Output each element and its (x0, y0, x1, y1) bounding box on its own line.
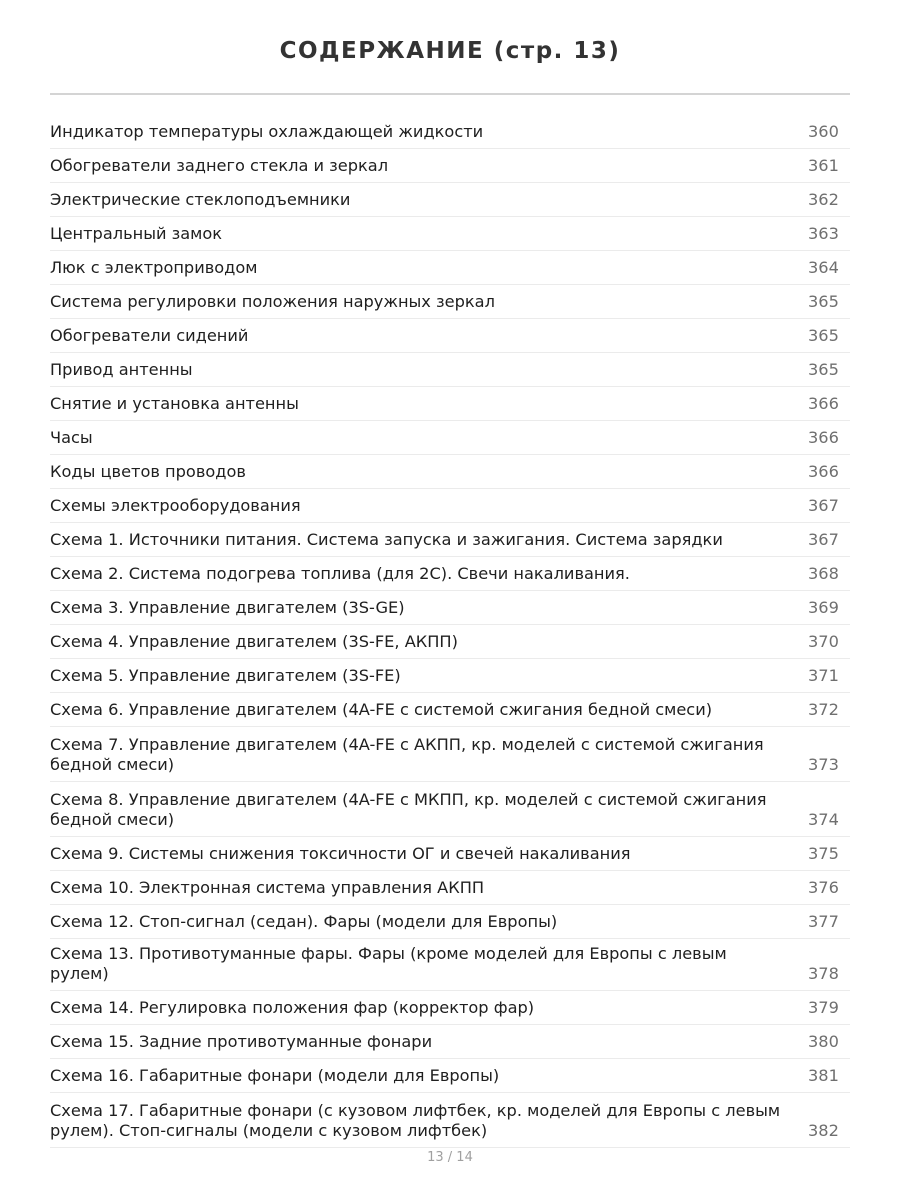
page-indicator: 13 / 14 (427, 1150, 473, 1165)
toc-page-number: 361 (808, 156, 839, 175)
toc-entry-label: Схема 3. Управление двигателем (3S-GE) (50, 598, 405, 617)
toc-entry-label: Обогреватели заднего стекла и зеркал (50, 156, 389, 175)
toc-entry-label: Схема 14. Регулировка положения фар (корректор фар) (50, 998, 535, 1017)
toc-page-number: 367 (808, 530, 839, 549)
toc-row[interactable] (50, 939, 850, 991)
toc-row[interactable] (50, 1059, 850, 1093)
toc-row[interactable] (50, 727, 850, 782)
page-title: СОДЕРЖАНИЕ (стр. 13) (279, 38, 621, 64)
toc-row[interactable] (50, 837, 850, 871)
toc-entry-label: Схема 9. Системы снижения токсичности ОГ и свечей накаливания (50, 844, 631, 863)
toc-entry-label: Обогреватели сидений (50, 326, 249, 345)
toc-row[interactable] (50, 782, 850, 837)
toc-entry-label: Схема 6. Управление двигателем (4A-FE с системой сжигания бедной смеси) (50, 700, 713, 719)
toc-row[interactable] (50, 319, 850, 353)
toc-entry-label: Люк с электроприводом (50, 258, 258, 277)
toc-page-number: 362 (808, 190, 839, 209)
toc-row[interactable] (50, 149, 850, 183)
toc-entry-label: Схема 7. Управление двигателем (4A-FE с АКПП, кр. моделей с системой сжигания бедной смеси) (50, 735, 764, 774)
toc-entry-label: Система регулировки положения наружных зеркал (50, 292, 495, 311)
toc-row[interactable] (50, 659, 850, 693)
toc-entry-label: Схемы электрооборудования (50, 496, 301, 515)
toc-page-number: 382 (808, 1121, 839, 1140)
toc-row[interactable] (50, 217, 850, 251)
toc-page-number: 366 (808, 462, 839, 481)
toc-entry-label: Схема 1. Источники питания. Система запуска и зажигания. Система зарядки (50, 530, 723, 549)
toc-entry-label: Электрические стеклоподъемники (50, 190, 351, 209)
toc-row[interactable] (50, 1025, 850, 1059)
toc-entry-label: Коды цветов проводов (50, 462, 246, 481)
toc-page-number: 380 (808, 1032, 839, 1051)
toc-page-number: 365 (808, 292, 839, 311)
toc-row[interactable] (50, 591, 850, 625)
toc-page-number: 381 (808, 1066, 839, 1085)
toc-page-number: 378 (808, 964, 839, 983)
toc-page-number: 371 (808, 666, 839, 685)
toc-row[interactable] (50, 625, 850, 659)
toc-page-number: 367 (808, 496, 839, 515)
toc-entry-label: Схема 15. Задние противотуманные фонари (50, 1032, 433, 1051)
toc-page-number: 377 (808, 912, 839, 931)
toc-page-number: 364 (808, 258, 839, 277)
toc-entry-label: Схема 13. Противотуманные фары. Фары (кроме моделей для Европы с левым рулем) (50, 944, 727, 983)
toc-page-number: 365 (808, 360, 839, 379)
toc-row[interactable] (50, 455, 850, 489)
toc-page-number: 365 (808, 326, 839, 345)
toc-entry-label: Центральный замок (50, 224, 223, 243)
toc-row[interactable] (50, 523, 850, 557)
toc-entry-label: Схема 12. Стоп-сигнал (седан). Фары (модели для Европы) (50, 912, 558, 931)
toc-row[interactable] (50, 871, 850, 905)
toc-page-number: 360 (808, 122, 839, 141)
toc-row[interactable] (50, 251, 850, 285)
toc-page-number: 363 (808, 224, 839, 243)
toc-row[interactable] (50, 489, 850, 523)
toc-page-number: 366 (808, 428, 839, 447)
toc-row[interactable] (50, 421, 850, 455)
toc-page-number: 379 (808, 998, 839, 1017)
toc-entry-label: Снятие и установка антенны (50, 394, 299, 413)
toc-page-number: 372 (808, 700, 839, 719)
toc-entry-label: Индикатор температуры охлаждающей жидкости (50, 122, 484, 141)
toc-page-number: 366 (808, 394, 839, 413)
toc-page-number: 375 (808, 844, 839, 863)
toc-row[interactable] (50, 557, 850, 591)
toc-row[interactable] (50, 693, 850, 727)
title-divider (50, 93, 850, 95)
toc-row[interactable] (50, 115, 850, 149)
toc-row[interactable] (50, 905, 850, 939)
toc-page-number: 376 (808, 878, 839, 897)
toc-page-number: 374 (808, 810, 839, 829)
toc-page-number: 369 (808, 598, 839, 617)
toc-entry-label: Схема 5. Управление двигателем (3S-FE) (50, 666, 401, 685)
toc-page-number: 373 (808, 755, 839, 774)
toc-list (50, 115, 850, 1148)
toc-row[interactable] (50, 285, 850, 319)
toc-entry-label: Схема 17. Габаритные фонари (с кузовом лифтбек, кр. моделей для Европы с левым рулем). Стоп-сигналы (модели с кузовом лифтбек) (50, 1101, 781, 1140)
toc-entry-label: Схема 4. Управление двигателем (3S-FE, АКПП) (50, 632, 458, 651)
toc-entry-label: Часы (50, 428, 93, 447)
toc-entry-label: Схема 8. Управление двигателем (4A-FE с МКПП, кр. моделей с системой сжигания бедной смеси) (50, 790, 767, 829)
toc-page-number: 368 (808, 564, 839, 583)
toc-row[interactable] (50, 353, 850, 387)
toc-entry-label: Схема 16. Габаритные фонари (модели для Европы) (50, 1066, 500, 1085)
toc-row[interactable] (50, 387, 850, 421)
toc-page-number: 370 (808, 632, 839, 651)
toc-row[interactable] (50, 1093, 850, 1148)
toc-entry-label: Схема 2. Система подогрева топлива (для 2С). Свечи накаливания. (50, 564, 630, 583)
toc-entry-label: Схема 10. Электронная система управления АКПП (50, 878, 485, 897)
toc-entry-label: Привод антенны (50, 360, 193, 379)
toc-row[interactable] (50, 183, 850, 217)
toc-row[interactable] (50, 991, 850, 1025)
